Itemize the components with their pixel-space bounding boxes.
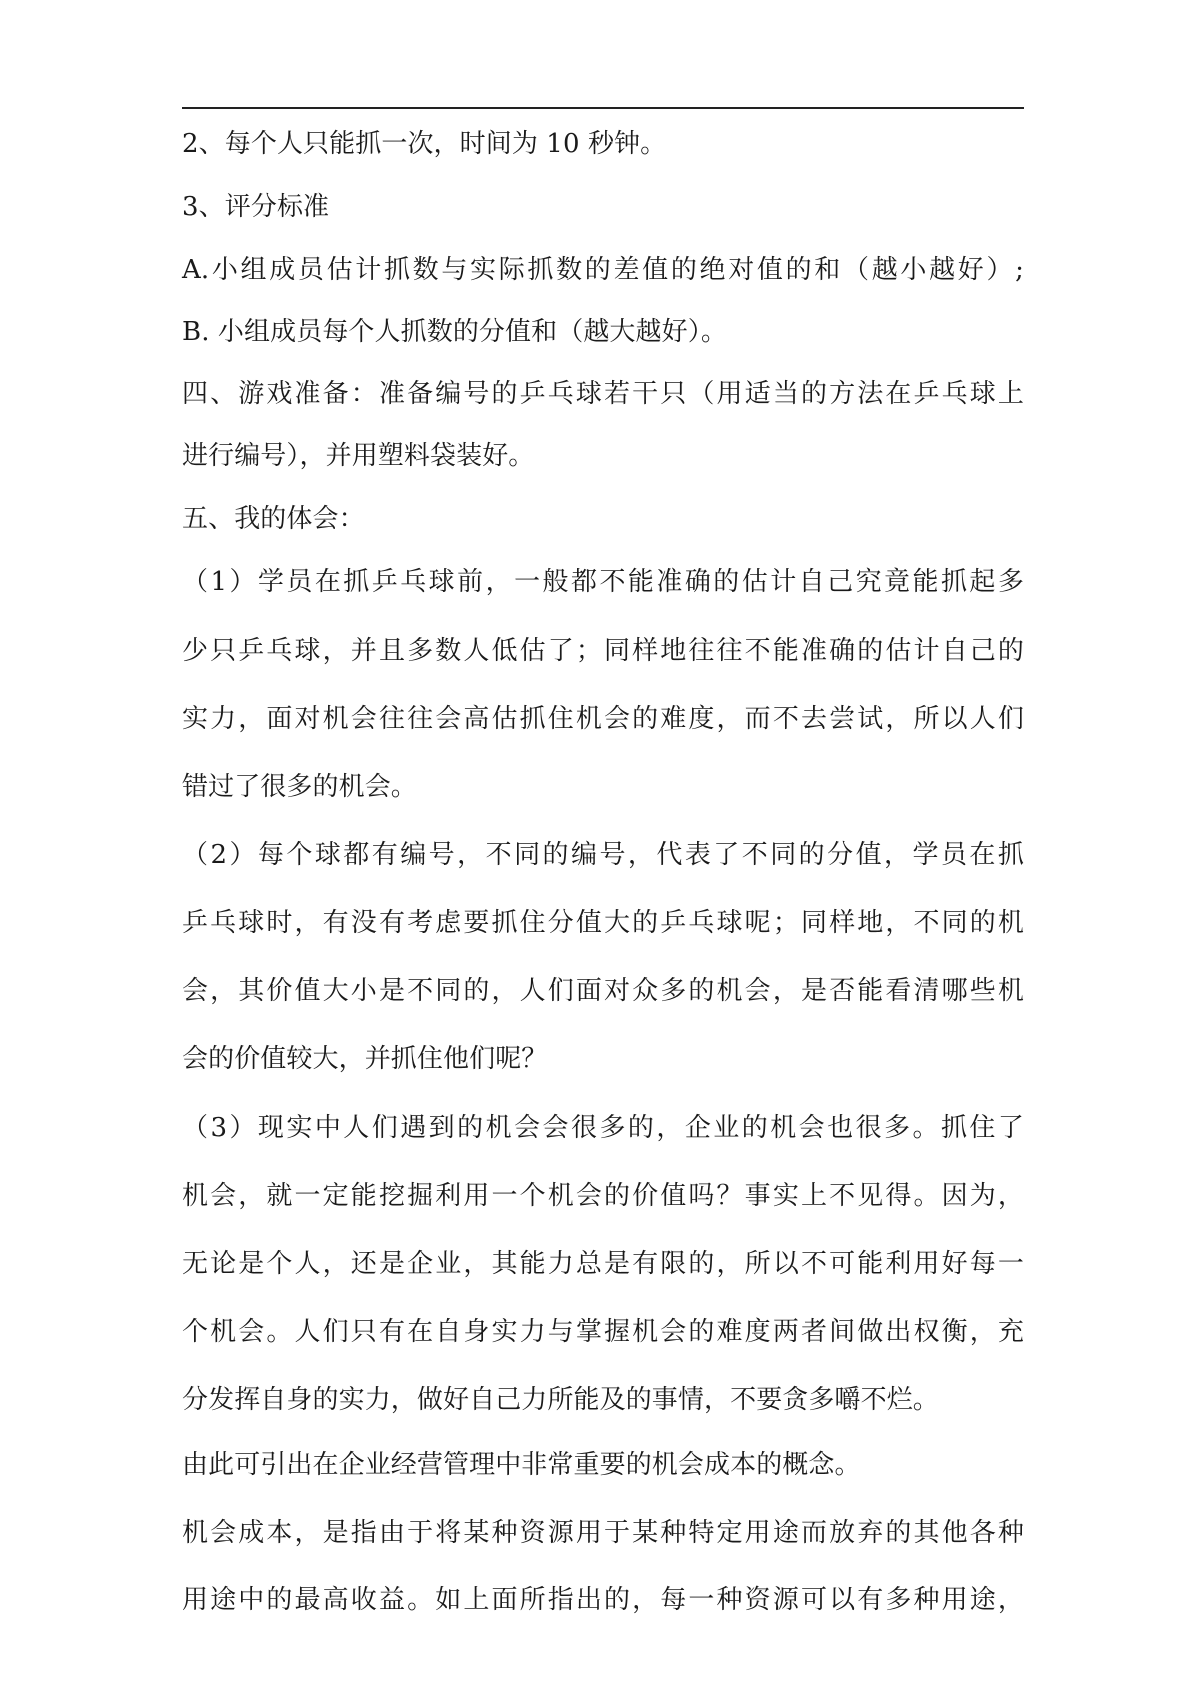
text-line-15: 会的价值较大，并抓住他们呢？: [182, 1044, 548, 1074]
text-line-6: 进行编号），并用塑料袋装好。: [182, 441, 535, 471]
text-line-18: 无论是个人，还是企业，其能力总是有限的，所以不可能利用好每一: [182, 1249, 1024, 1279]
text-line-12: （2）每个球都有编号，不同的编号，代表了不同的分值，学员在抓: [182, 840, 1024, 870]
text-line-22: 机会成本，是指由于将某种资源用于某种特定用途而放弃的其他各种: [182, 1518, 1024, 1548]
text-line-3: A.小组成员估计抓数与实际抓数的差值的绝对值的和（越小越好）;: [182, 255, 1024, 285]
text-line-17: 机会，就一定能挖掘利用一个机会的价值吗？事实上不见得。因为，: [182, 1181, 1024, 1211]
text-line-13: 乒乓球时，有没有考虑要抓住分值大的乒乓球呢；同样地，不同的机: [182, 908, 1024, 938]
text-line-9: 少只乒乓球，并且多数人低估了；同样地往往不能准确的估计自己的: [182, 636, 1024, 666]
text-line-2: 3、评分标准: [182, 192, 330, 222]
text-line-14: 会，其价值大小是不同的，人们面对众多的机会，是否能看清哪些机: [182, 976, 1024, 1006]
text-line-10: 实力，面对机会往往会高估抓住机会的难度，而不去尝试，所以人们: [182, 704, 1024, 734]
text-line-7: 五、我的体会：: [182, 504, 365, 534]
text-line-19: 个机会。人们只有在自身实力与掌握机会的难度两者间做出权衡，充: [182, 1317, 1024, 1347]
text-line-16: （3）现实中人们遇到的机会会很多的，企业的机会也很多。抓住了: [182, 1113, 1024, 1143]
text-line-21: 由此可引出在企业经营管理中非常重要的机会成本的概念。: [182, 1450, 861, 1480]
header-rule: [182, 107, 1024, 109]
text-line-8: （1）学员在抓乒乓球前，一般都不能准确的估计自己究竟能抓起多: [182, 567, 1024, 597]
text-line-23: 用途中的最高收益。如上面所指出的，每一种资源可以有多种用途，: [182, 1585, 1024, 1615]
text-line-4: B. 小组成员每个人抓数的分值和（越大越好）。: [182, 317, 727, 347]
text-line-11: 错过了很多的机会。: [182, 772, 417, 802]
text-line-5: 四、游戏准备：准备编号的乒乓球若干只（用适当的方法在乒乓球上: [182, 379, 1024, 409]
text-line-20: 分发挥自身的实力，做好自己力所能及的事情，不要贪多嚼不烂。: [182, 1385, 939, 1415]
text-line-1: 2、每个人只能抓一次，时间为 10 秒钟。: [182, 129, 667, 159]
